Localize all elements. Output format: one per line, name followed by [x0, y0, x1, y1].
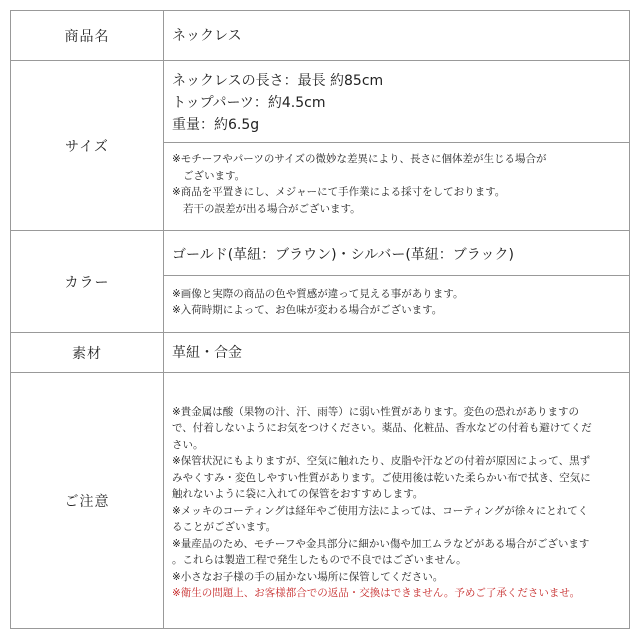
caution-note: ※貴金属は酸（果物の汁、汗、雨等）に弱い性質があります。変色の恐れがありますの [172, 405, 579, 418]
size-note: ※モチーフやパーツのサイズの微妙な差異により、長さに個体差が生じる場合が [172, 153, 547, 165]
color-notes [164, 275, 629, 329]
product-spec-table [10, 10, 630, 629]
caution-warning: ※衛生の問題上、お客様都合での返品・交換はできません。予めご了承くださいませ。 [172, 587, 581, 599]
color-note: ※入荷時期によって、お色味が変わる場合がございます。 [172, 304, 443, 316]
label-product-name: 商品名 [11, 11, 164, 61]
color-note: ※画像と実際の商品の色や質感が違って見える事があります。 [172, 287, 464, 300]
label-material: 素材 [11, 333, 164, 373]
caution-note: 。これらは製造工程で発生したもので不良ではございません。 [172, 554, 467, 566]
material-value: 革紐・合金 [172, 344, 242, 361]
size-line-weight: 重量：約6.5g [172, 117, 260, 133]
value-cell-caution [164, 373, 630, 629]
size-line-top-part: トップパーツ：約4.5cm [172, 95, 326, 111]
caution-note: ※量産品のため、モチーフや金具部分に細かい傷や加工ムラなどがある場合がございます [172, 537, 590, 550]
row-material [11, 333, 630, 373]
size-notes [164, 142, 629, 227]
value-cell-size [164, 61, 630, 231]
caution-note: ※メッキのコーティングは経年やご使用方法によっては、コーティングが徐々にとれてく [172, 504, 589, 517]
caution-note: ※保管状況にもよりますが、空気に触れたり、皮脂や汗などの付着が原因によって、黒ず [172, 455, 591, 467]
size-line-length: ネックレスの長さ：最長 約85cm [172, 73, 384, 89]
row-size [11, 61, 630, 231]
row-product-name [11, 11, 630, 61]
label-size: サイズ [11, 61, 164, 231]
caution-note: みやくすみ・変色しやすい性質があります。ご使用後は乾いた柔らかい布で拭き、空気に [172, 471, 591, 484]
size-note: ※商品を平置きにし、メジャーにて手作業による採寸をしております。 [172, 186, 506, 198]
caution-note: ることがございます。 [172, 521, 277, 533]
label-color: カラー [11, 231, 164, 333]
caution-note: で、付着しないようにお気をつけください。薬品、化粧品、香水などの付着も避けてくだ [172, 422, 592, 434]
size-specs [164, 64, 629, 142]
row-caution [11, 373, 630, 629]
caution-note: さい。 [172, 438, 204, 451]
caution-notes [164, 394, 629, 608]
caution-note: 触れないように袋に入れての保管をおすすめします。 [172, 488, 424, 500]
size-note: ございます。 [183, 169, 246, 182]
caution-note: ※小さなお子様の手の届かない場所に保管してください。 [172, 570, 444, 583]
color-value: ゴールド(革紐：ブラウン)・シルバー(革紐：ブラック) [172, 246, 514, 263]
value-cell-product-name [164, 11, 630, 61]
product-name-value: ネックレス [172, 27, 242, 44]
label-caution: ご注意 [11, 373, 164, 629]
row-color [11, 231, 630, 333]
value-cell-color [164, 231, 630, 333]
value-cell-material [164, 333, 630, 373]
size-note: 若干の誤差が出る場合がございます。 [183, 202, 361, 215]
